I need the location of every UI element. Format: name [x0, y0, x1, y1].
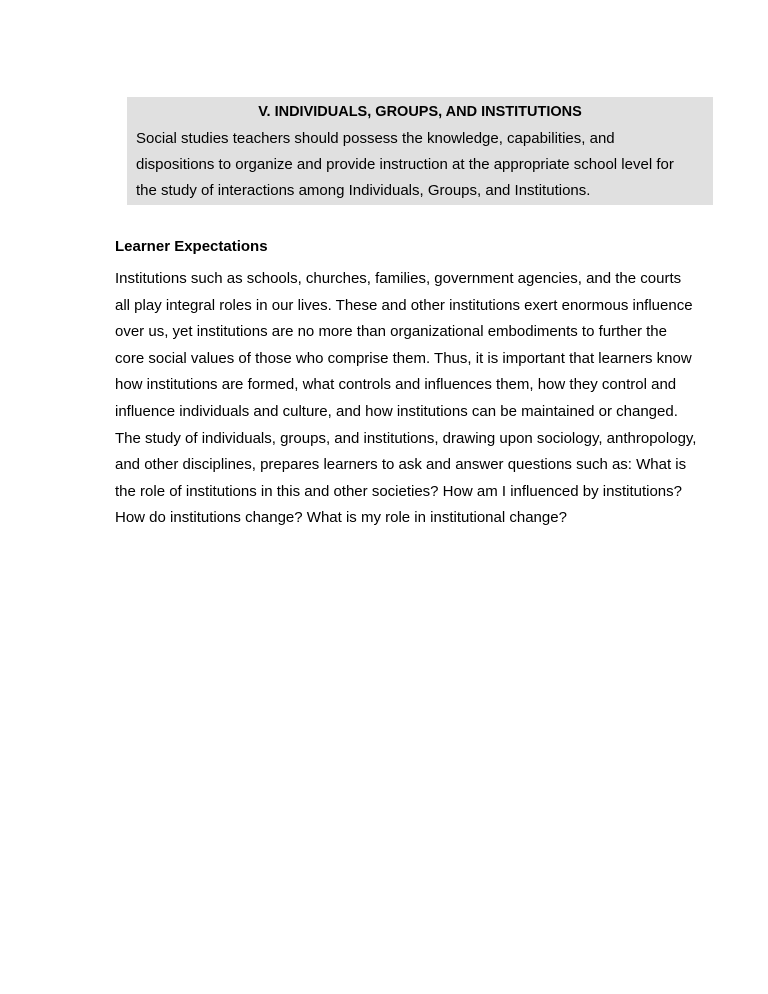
- paragraph-line: over us, yet institutions are no more than organizational embodiments to further the: [115, 323, 667, 341]
- paragraph-line: core social values of those who comprise them. Thus, it is important that learners know: [115, 349, 692, 367]
- paragraph-line: The study of individuals, groups, and institutions, drawing upon sociology, anthropology,: [115, 429, 697, 447]
- learner-expectations-heading: Learner Expectations: [115, 238, 268, 255]
- standard-box: [127, 97, 713, 205]
- paragraph-line: the role of institutions in this and other societies? How am I influenced by institutions?: [115, 482, 682, 500]
- learner-expectations-paragraph: [115, 266, 696, 532]
- paragraph-line: all play integral roles in our lives. These and other institutions exert enormous influence: [115, 296, 693, 314]
- paragraph-line: How do institutions change? What is my role in institutional change?: [115, 509, 567, 527]
- paragraph-line: and other disciplines, prepares learners to ask and answer questions such as: What is: [115, 456, 687, 474]
- paragraph-line: influence individuals and culture, and how institutions can be maintained or changed.: [115, 402, 678, 420]
- standard-text-line: dispositions to organize and provide instruction at the appropriate school level for: [136, 156, 674, 173]
- standard-text-line: Social studies teachers should possess the knowledge, capabilities, and: [136, 130, 615, 147]
- paragraph-line: how institutions are formed, what controls and influences them, how they control and: [115, 376, 677, 394]
- standard-text-line: the study of interactions among Individuals, Groups, and Institutions.: [136, 182, 591, 199]
- paragraph-line: Institutions such as schools, churches, families, government agencies, and the courts: [115, 270, 682, 287]
- section-title: V. INDIVIDUALS, GROUPS, AND INSTITUTIONS: [258, 104, 582, 120]
